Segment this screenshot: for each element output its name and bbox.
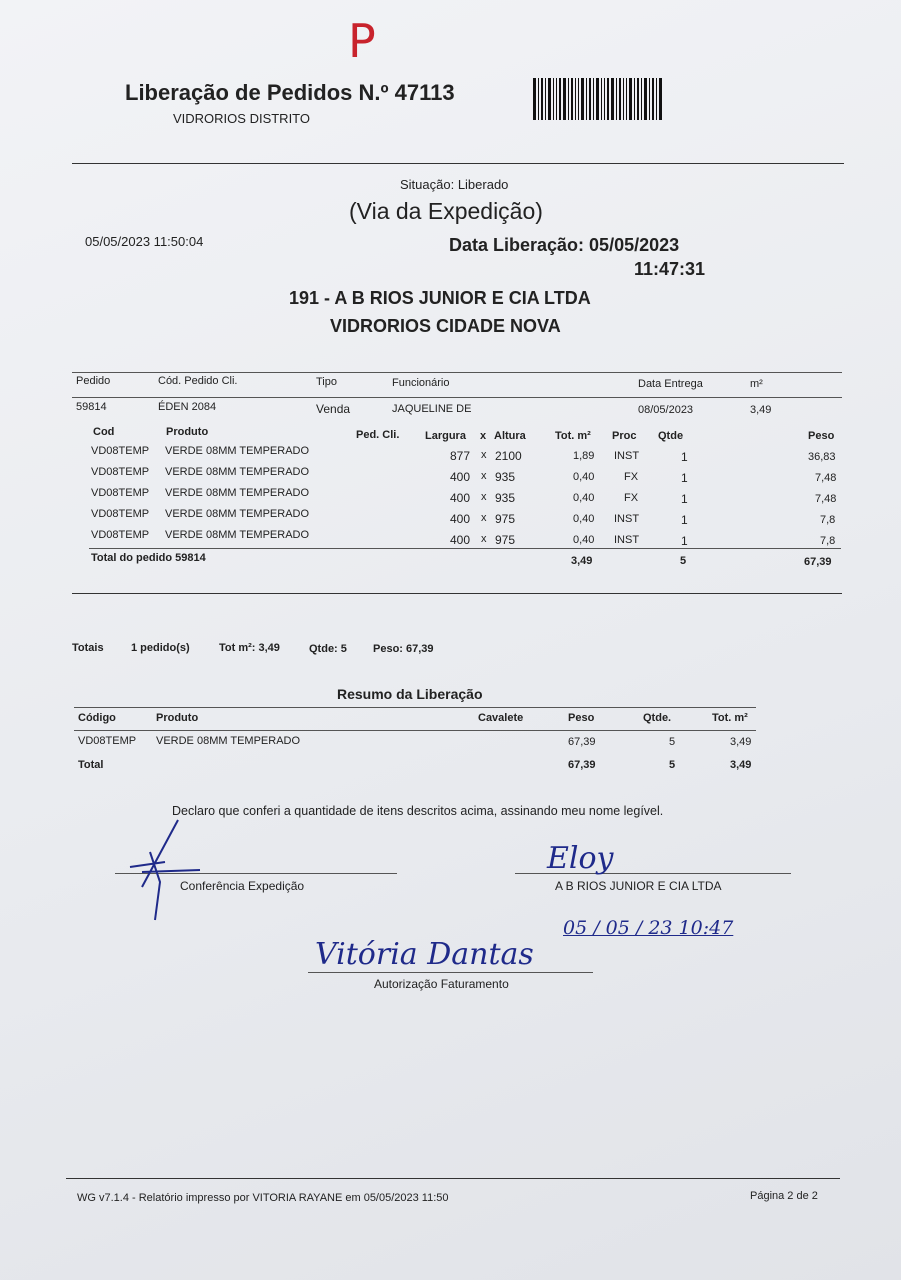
- item-qtde: 1: [681, 492, 688, 506]
- resumo-col-cavalete: Cavalete: [478, 712, 524, 724]
- item-col-peso: Peso: [808, 430, 835, 442]
- item-cod: VD08TEMP: [91, 487, 150, 499]
- item-peso: 7,8: [820, 535, 836, 547]
- divider: [66, 1178, 840, 1179]
- item-altura: 935: [495, 470, 516, 484]
- item-produto: VERDE 08MM TEMPERADO: [165, 445, 310, 457]
- item-altura: 975: [495, 533, 516, 547]
- order-number: 59814: [76, 401, 107, 413]
- resumo-tot-m2: 3,49: [730, 736, 752, 748]
- client-name: 191 - A B RIOS JUNIOR E CIA LTDA: [289, 288, 591, 308]
- item-largura: 400: [450, 533, 471, 547]
- item-tot-m2: 1,89: [573, 450, 595, 462]
- item-altura: 975: [495, 512, 516, 526]
- item-proc: INST: [614, 534, 640, 546]
- totais-m2: Tot m²: 3,49: [219, 642, 280, 654]
- resumo-total-tot-m2: 3,49: [730, 759, 752, 771]
- client-signature-label: A B RIOS JUNIOR E CIA LTDA: [555, 879, 722, 893]
- item-peso: 36,83: [808, 451, 836, 463]
- resumo-col-produto: Produto: [156, 712, 199, 724]
- item-largura: 400: [450, 491, 471, 505]
- divider: [89, 548, 841, 549]
- barcode: [533, 78, 669, 120]
- item-col-qtde: Qtde: [658, 430, 684, 442]
- item-peso: 7,8: [820, 514, 836, 526]
- totais-label: Totais: [72, 642, 104, 654]
- handwritten-date: 05 / 05 / 23 10:47: [563, 917, 734, 939]
- release-time: 11:47:31: [634, 259, 706, 279]
- item-largura: 400: [450, 470, 471, 484]
- divider: [72, 593, 842, 594]
- declaration-text: Declaro que conferi a quantidade de itens descritos acima, assinando meu nome legível.: [172, 804, 664, 818]
- item-largura: 877: [450, 449, 471, 463]
- item-proc: FX: [624, 471, 639, 483]
- item-x: x: [481, 470, 487, 482]
- divider: [72, 397, 842, 398]
- item-altura: 2100: [495, 449, 522, 463]
- resumo-codigo: VD08TEMP: [78, 735, 137, 747]
- signature-line: [308, 972, 593, 973]
- totais-peso: Peso: 67,39: [373, 643, 434, 655]
- resumo-produto: VERDE 08MM TEMPERADO: [156, 735, 301, 747]
- item-produto: VERDE 08MM TEMPERADO: [165, 529, 310, 541]
- order-m2: 3,49: [750, 404, 772, 416]
- resumo-col-codigo: Código: [78, 712, 116, 724]
- order-total-qtde: 5: [680, 555, 687, 567]
- item-x: x: [481, 491, 487, 503]
- page-number: Página 2 de 2: [750, 1190, 818, 1202]
- item-produto: VERDE 08MM TEMPERADO: [165, 466, 310, 478]
- divider: [74, 707, 756, 708]
- item-proc: FX: [624, 492, 639, 504]
- item-tot-m2: 0,40: [573, 492, 595, 504]
- col-pedido: Pedido: [76, 375, 111, 387]
- item-cod: VD08TEMP: [91, 529, 150, 541]
- company-name: VIDRORIOS DISTRITO: [173, 111, 310, 126]
- item-qtde: 1: [681, 534, 688, 548]
- totais-pedidos: 1 pedido(s): [131, 642, 190, 654]
- resumo-total-label: Total: [78, 759, 104, 771]
- item-col-ped-cli: Ped. Cli.: [356, 429, 400, 441]
- item-cod: VD08TEMP: [91, 445, 150, 457]
- item-x: x: [481, 449, 487, 461]
- item-peso: 7,48: [815, 493, 837, 505]
- status-text: Situação: Liberado: [400, 177, 509, 192]
- item-qtde: 1: [681, 471, 688, 485]
- order-delivery-date: 08/05/2023: [638, 404, 694, 416]
- item-tot-m2: 0,40: [573, 534, 595, 546]
- item-col-produto: Produto: [166, 426, 209, 438]
- client-branch: VIDRORIOS CIDADE NOVA: [330, 316, 561, 336]
- resumo-title: Resumo da Liberação: [337, 686, 483, 702]
- divider: [72, 372, 842, 373]
- order-type: Venda: [316, 402, 351, 416]
- autorizacao-label: Autorização Faturamento: [374, 977, 509, 991]
- autorizacao-signature: Vitória Dantas: [315, 937, 534, 972]
- col-tipo: Tipo: [316, 376, 337, 388]
- handwritten-mark: P: [348, 14, 376, 68]
- item-cod: VD08TEMP: [91, 466, 150, 478]
- order-total-m2: 3,49: [571, 555, 593, 567]
- totais-qtde: Qtde: 5: [309, 643, 347, 655]
- resumo-col-peso: Peso: [568, 712, 595, 724]
- item-largura: 400: [450, 512, 471, 526]
- order-total-label: Total do pedido 59814: [91, 552, 206, 564]
- printed-timestamp: 05/05/2023 11:50:04: [85, 234, 204, 249]
- via-label: (Via da Expedição): [349, 198, 543, 224]
- item-produto: VERDE 08MM TEMPERADO: [165, 487, 310, 499]
- item-tot-m2: 0,40: [573, 513, 595, 525]
- order-employee: JAQUELINE DE: [392, 403, 472, 415]
- resumo-qtde: 5: [669, 736, 676, 748]
- resumo-total-qtde: 5: [669, 759, 676, 771]
- footer-printed-by: WG v7.1.4 - Relatório impresso por VITORIA RAYANE em 05/05/2023 11:50: [77, 1192, 449, 1204]
- item-altura: 935: [495, 491, 516, 505]
- order-client-code: ÉDEN 2084: [158, 401, 217, 413]
- item-col-x: x: [480, 430, 487, 442]
- item-tot-m2: 0,40: [573, 471, 595, 483]
- item-col-cod: Cod: [93, 426, 115, 438]
- item-col-altura: Altura: [494, 430, 526, 442]
- col-funcionario: Funcionário: [392, 377, 450, 389]
- item-qtde: 1: [681, 513, 688, 527]
- resumo-col-qtde: Qtde.: [643, 712, 672, 724]
- item-col-tot-m2: Tot. m²: [555, 430, 591, 442]
- col-m2: m²: [750, 378, 763, 390]
- divider: [72, 163, 844, 164]
- resumo-col-tot-m2: Tot. m²: [712, 712, 748, 724]
- resumo-peso: 67,39: [568, 736, 596, 748]
- item-cod: VD08TEMP: [91, 508, 150, 520]
- divider: [74, 730, 756, 731]
- item-x: x: [481, 512, 487, 524]
- item-proc: INST: [614, 450, 640, 462]
- col-data-entrega: Data Entrega: [638, 378, 703, 390]
- item-col-largura: Largura: [425, 430, 466, 442]
- resumo-total-peso: 67,39: [568, 759, 596, 771]
- item-qtde: 1: [681, 450, 688, 464]
- conferencia-label: Conferência Expedição: [180, 879, 305, 893]
- release-date: Data Liberação: 05/05/2023: [449, 235, 680, 255]
- order-total-peso: 67,39: [804, 556, 832, 568]
- item-produto: VERDE 08MM TEMPERADO: [165, 508, 310, 520]
- item-proc: INST: [614, 513, 640, 525]
- item-x: x: [481, 533, 487, 545]
- client-signature: Eloy: [547, 841, 614, 876]
- col-cod-cli: Cód. Pedido Cli.: [158, 375, 238, 387]
- page-title: Liberação de Pedidos N.º 47113: [125, 80, 455, 105]
- item-col-proc: Proc: [612, 430, 637, 442]
- conferencia-signature: [120, 812, 240, 922]
- item-peso: 7,48: [815, 472, 837, 484]
